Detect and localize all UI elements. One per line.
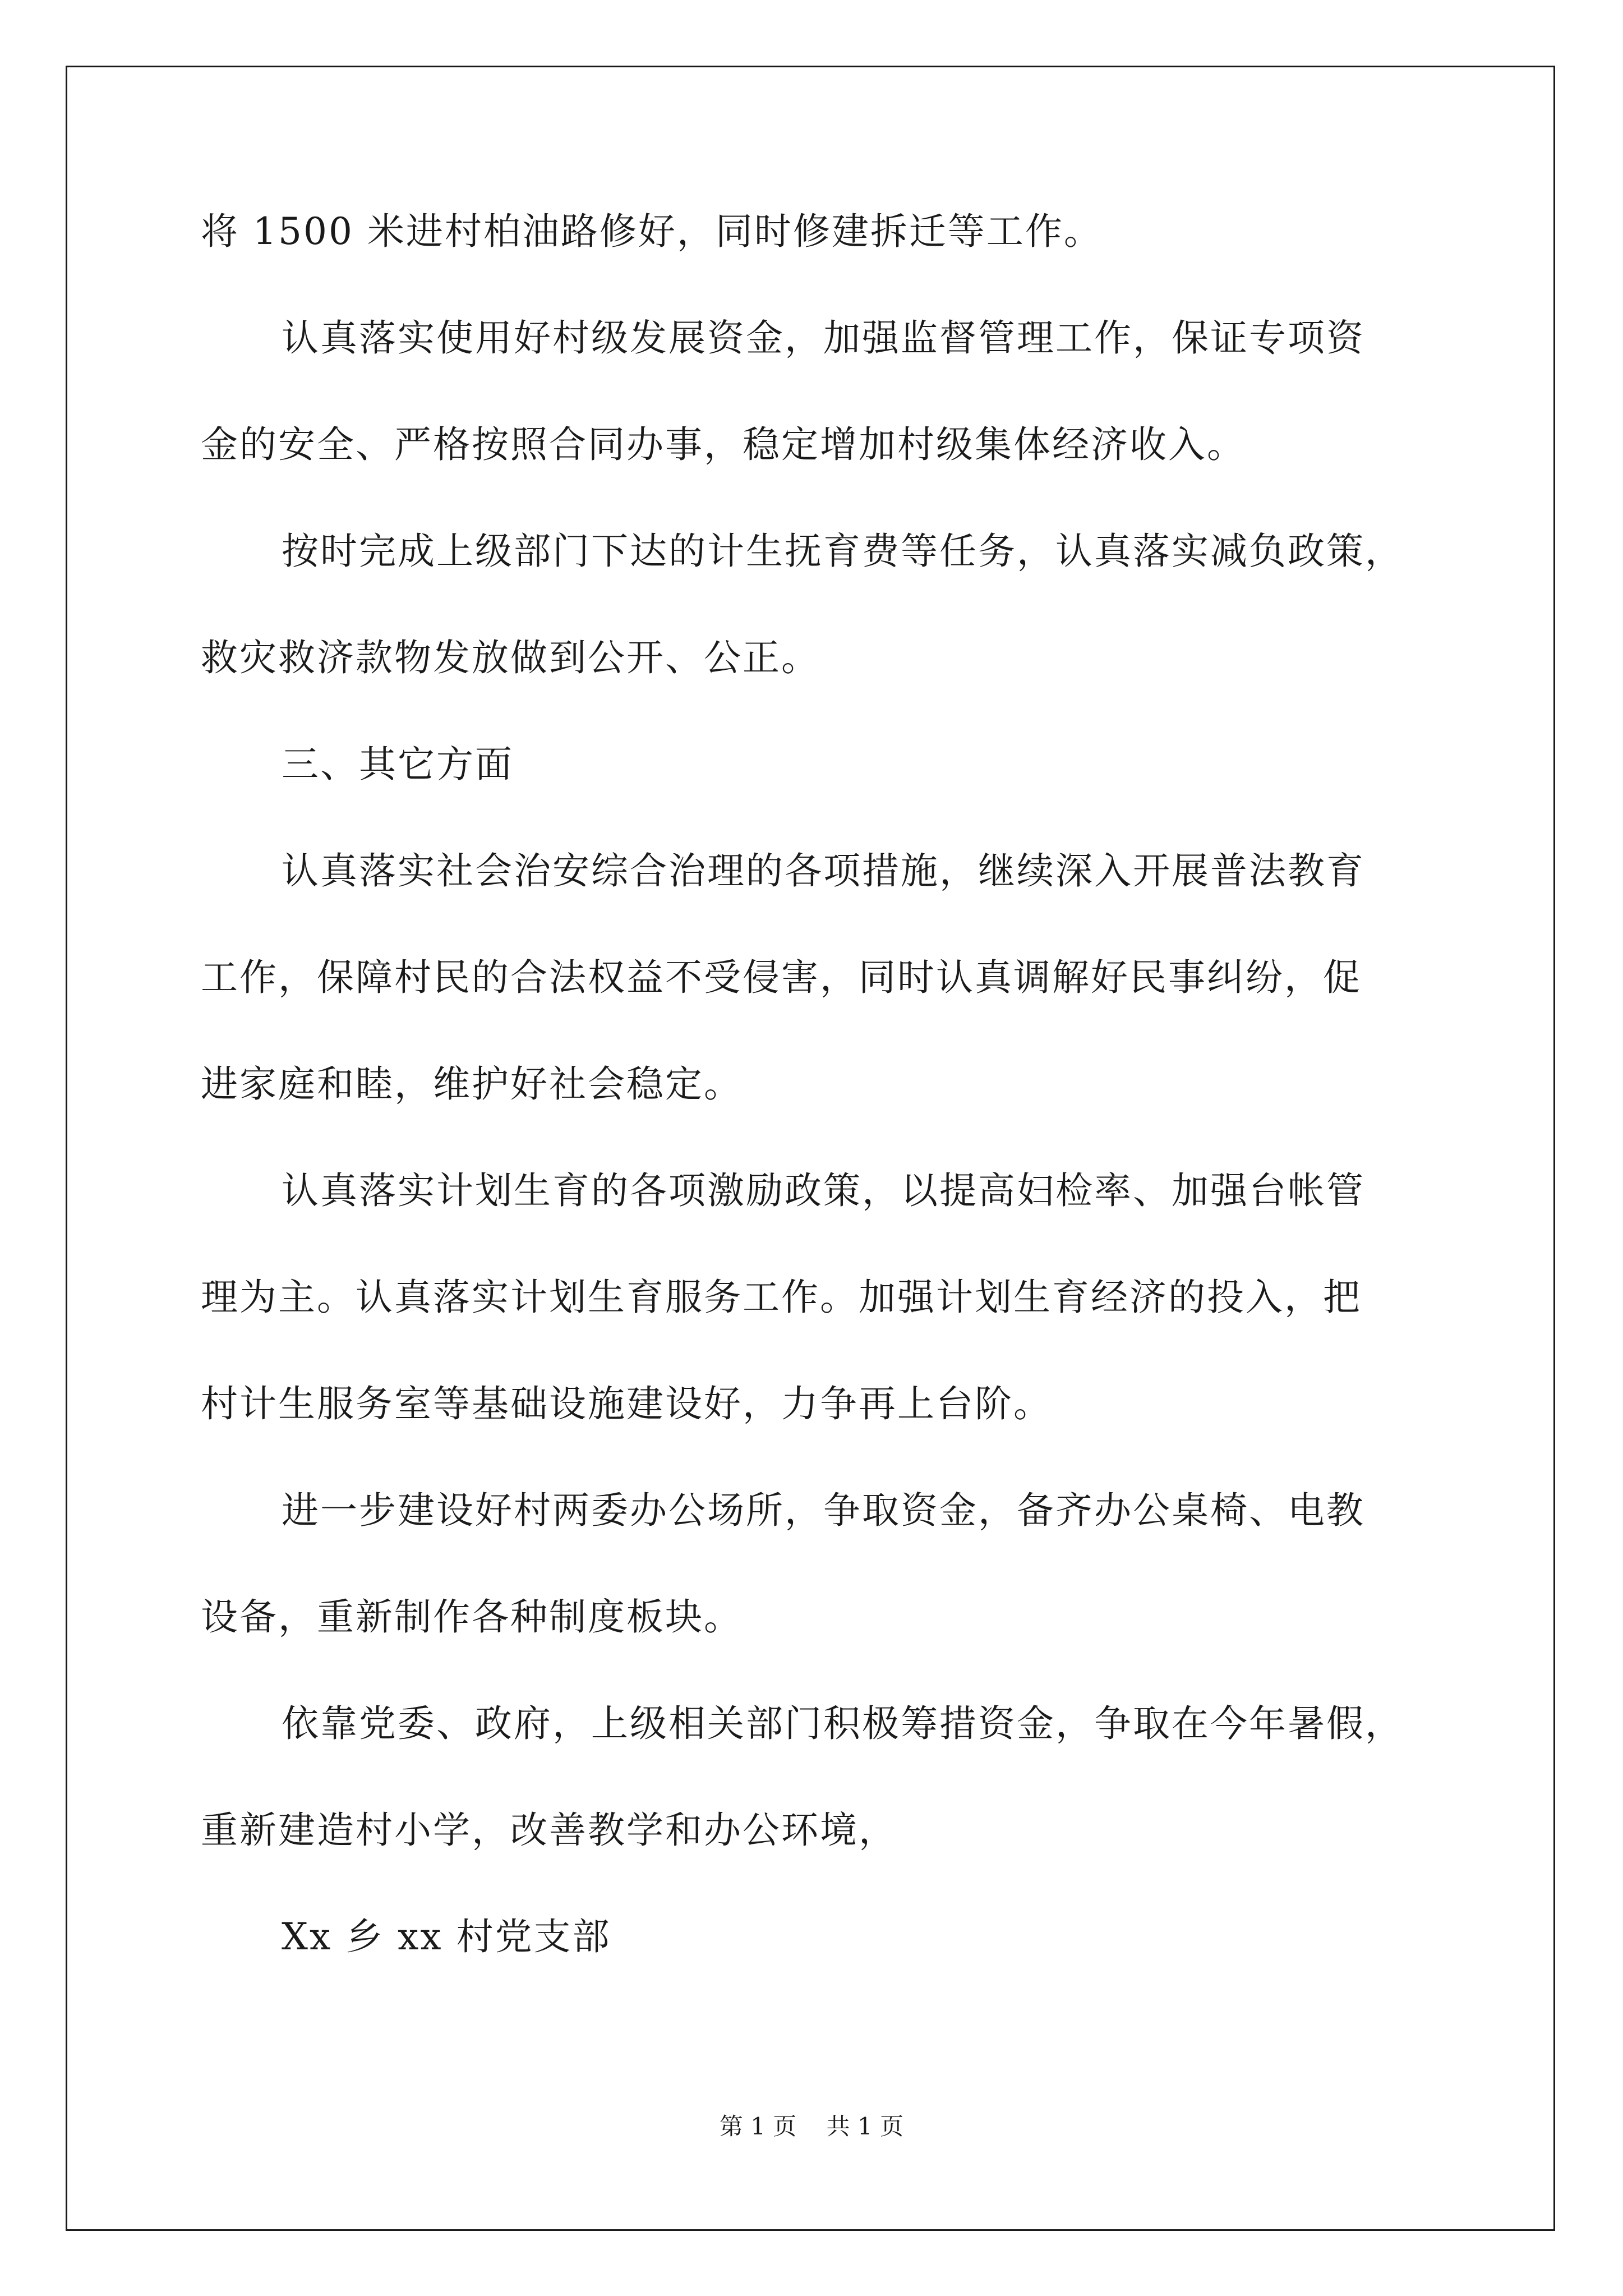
text-line: 工作，保障村民的合法权益不受侵害，同时认真调解好民事纠纷，促 <box>201 956 1362 999</box>
text-line: 按时完成上级部门下达的计生抚育费等任务，认真落实减负政策， <box>282 530 1404 573</box>
text-line: 进一步建设好村两委办公场所，争取资金，备齐办公桌椅、电教 <box>282 1489 1365 1532</box>
text-line: 救灾救济款物发放做到公开、公正。 <box>201 636 820 679</box>
signature-line: Xx 乡 xx 村党支部 <box>282 1915 611 1958</box>
page-border <box>66 66 1555 2231</box>
text-line: 理为主。认真落实计划生育服务工作。加强计划生育经济的投入，把 <box>201 1276 1362 1319</box>
text-line: 认真落实计划生育的各项激励政策，以提高妇检率、加强台帐管 <box>282 1169 1365 1212</box>
text-line: 将 1500 米进村柏油路修好，同时修建拆迁等工作。 <box>201 210 1103 253</box>
text-line: 金的安全、严格按照合同办事，稳定增加村级集体经济收入。 <box>201 423 1246 466</box>
page-total: 共 1 页 <box>826 2113 904 2140</box>
page-footer <box>0 2115 1623 2138</box>
text-line: 认真落实使用好村级发展资金，加强监督管理工作，保证专项资 <box>282 316 1365 360</box>
text-line: 重新建造村小学，改善教学和办公环境， <box>201 1809 897 1852</box>
text-line: 村计生服务室等基础设施建设好，力争再上台阶。 <box>201 1382 1052 1425</box>
text-line: 设备，重新制作各种制度板块。 <box>201 1595 743 1639</box>
text-line: 依靠党委、政府，上级相关部门积极筹措资金，争取在今年暑假， <box>282 1702 1404 1745</box>
page-number: 第 1 页 <box>719 2113 797 2140</box>
text-line: 认真落实社会治安综合治理的各项措施，继续深入开展普法教育 <box>282 849 1365 892</box>
text-line: 进家庭和睦，维护好社会稳定。 <box>201 1062 743 1106</box>
section-heading: 三、其它方面 <box>282 743 514 786</box>
